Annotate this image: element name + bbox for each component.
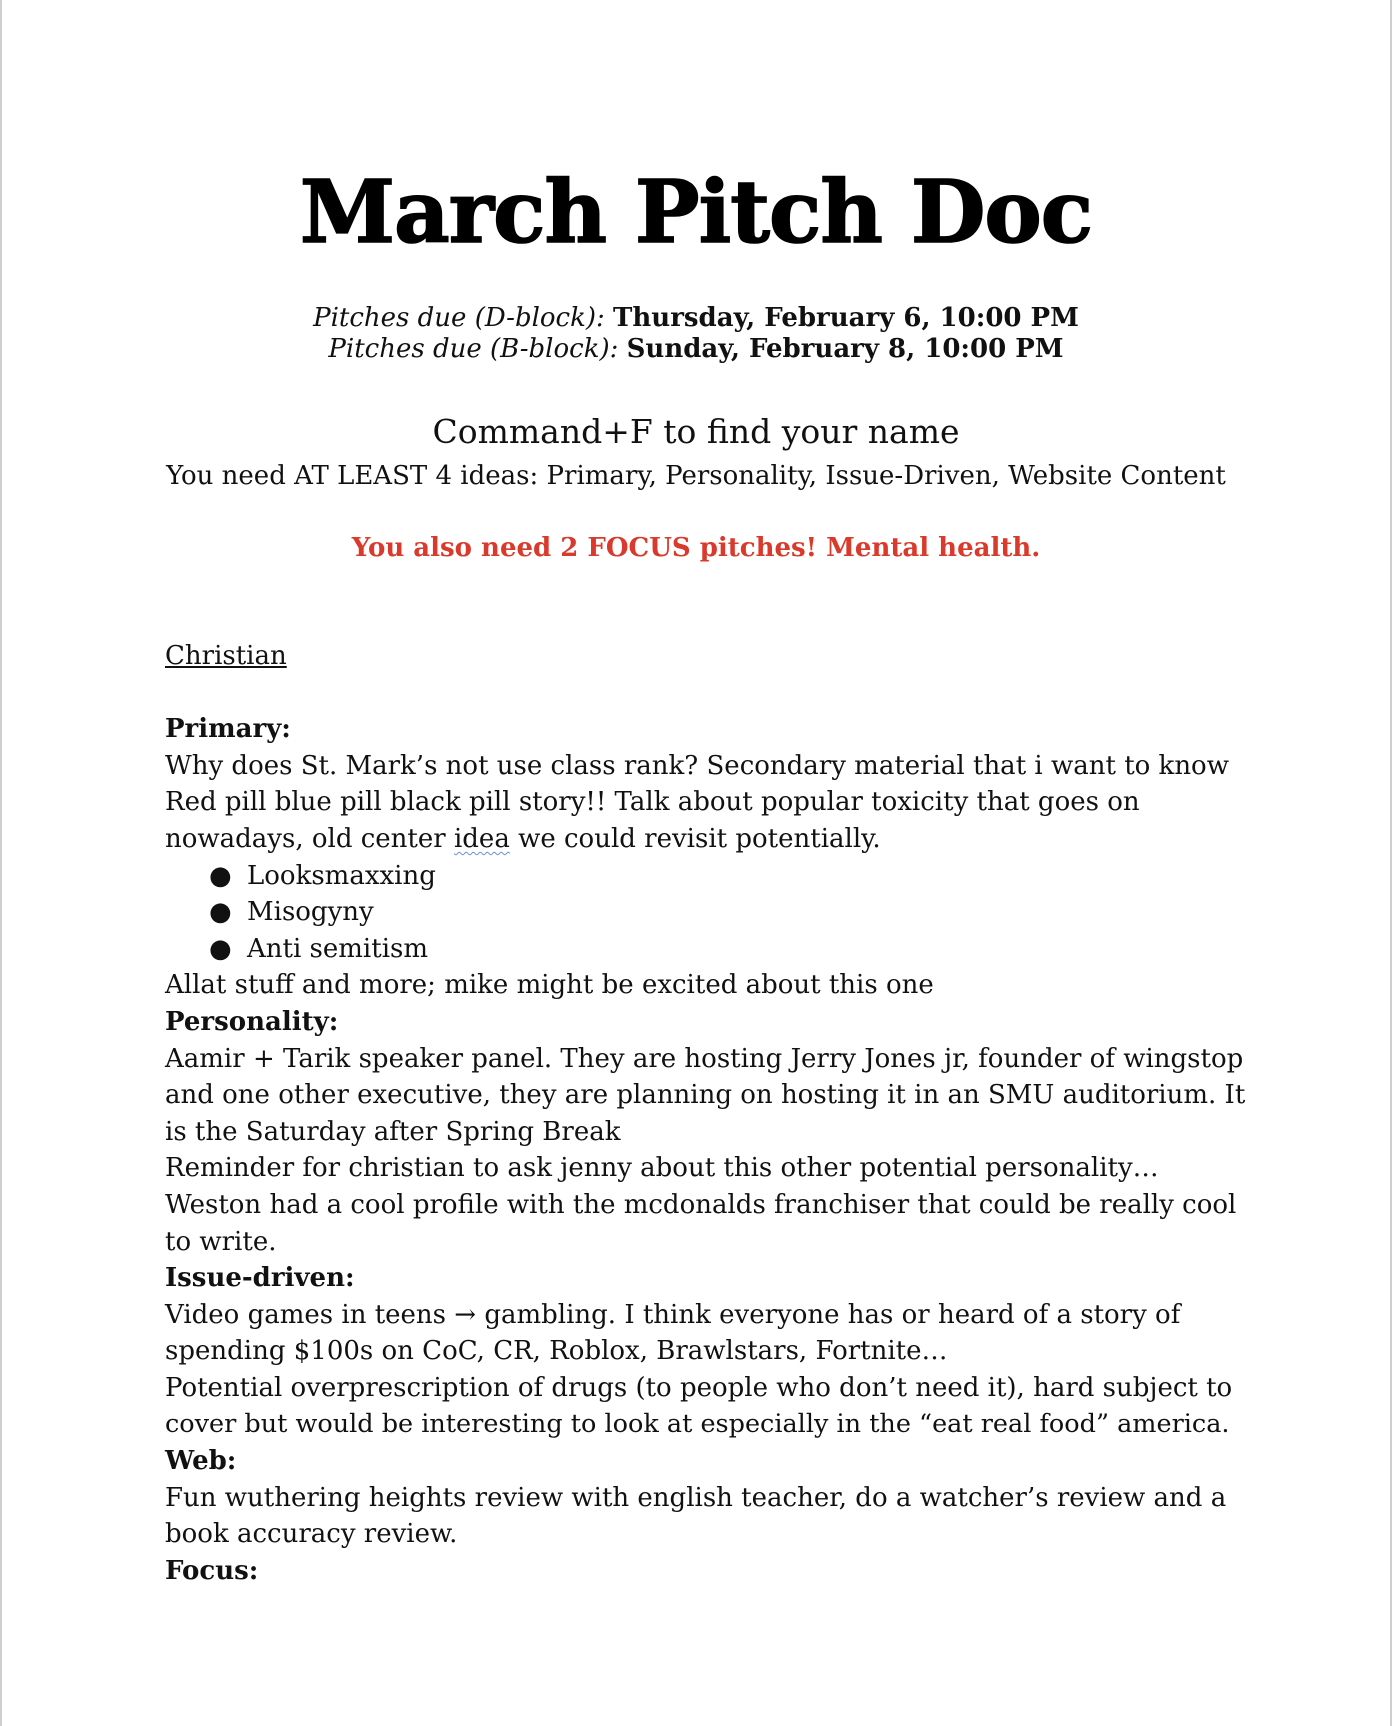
document-page[interactable]: [2, 0, 1390, 1726]
writer-section: [165, 638, 1245, 1589]
blank-line: [165, 675, 1245, 712]
ideas-requirement: You need AT LEAST 4 ideas: Primary, Personality, Issue-Driven, Website Content: [166, 461, 1226, 491]
web-text-line: book accuracy review.: [165, 1519, 458, 1550]
personality-text-line: and one other executive, they are planning on hosting it in an SMU auditorium. It: [165, 1080, 1246, 1111]
bullet-icon: ●: [209, 897, 232, 928]
due-date: Thursday, February 6, 10:00 PM: [613, 303, 1079, 333]
bullet-icon: ●: [209, 860, 232, 891]
due-label: Pitches due (D-block):: [313, 303, 605, 333]
issue-driven-text-line: spending $100s on CoC, CR, Roblox, Brawlstars, Fortnite…: [165, 1336, 948, 1367]
due-date: Sunday, February 8, 10:00 PM: [626, 334, 1064, 364]
spellcheck-flagged-word[interactable]: idea: [453, 823, 510, 854]
list-item-text: Looksmaxxing: [247, 860, 436, 891]
list-item: [165, 858, 1245, 895]
list-item-text: Misogyny: [247, 897, 374, 928]
section-heading-primary: Primary:: [165, 714, 291, 745]
writer-name: Christian: [165, 641, 287, 671]
primary-text-line: Red pill blue pill black pill story!! Talk about popular toxicity that goes on: [165, 787, 1140, 818]
personality-text-line: Aamir + Tarik speaker panel. They are hosting Jerry Jones jr, founder of wingstop: [165, 1043, 1244, 1074]
web-text-line: Fun wuthering heights review with english teacher, do a watcher’s review and a: [165, 1482, 1227, 1513]
text-run: nowadays, old center: [165, 823, 454, 854]
command-f-instruction: Command+F to find your name: [432, 412, 960, 451]
list-item: [165, 894, 1245, 931]
section-heading-issue-driven: Issue-driven:: [165, 1263, 355, 1294]
personality-text-line: Reminder for christian to ask jenny about this other potential personality…: [165, 1153, 1159, 1184]
issue-driven-text-line: cover but would be interesting to look at especially in the “eat real food” america.: [165, 1409, 1230, 1440]
primary-bullet-list: [165, 858, 1245, 968]
text-run: we could revisit potentially.: [509, 823, 881, 854]
due-line-d-block: [2, 303, 1390, 334]
personality-text-line: Weston had a cool profile with the mcdonalds franchiser that could be really cool: [165, 1189, 1237, 1220]
due-dates: [2, 303, 1390, 365]
due-line-b-block: [2, 334, 1390, 365]
section-heading-web: Web:: [165, 1446, 237, 1477]
list-item-text: Anti semitism: [247, 933, 429, 964]
primary-closing: Allat stuff and more; mike might be excited about this one: [165, 970, 934, 1001]
personality-text-line: to write.: [165, 1226, 277, 1257]
section-heading-personality: Personality:: [165, 1006, 339, 1037]
list-item: [165, 931, 1245, 968]
section-heading-focus: Focus:: [165, 1555, 259, 1586]
primary-text-line: Why does St. Mark’s not use class rank? Secondary material that i want to know: [165, 750, 1229, 781]
issue-driven-text-line: Potential overprescription of drugs (to people who don’t need it), hard subject to: [165, 1372, 1233, 1403]
focus-pitch-note: You also need 2 FOCUS pitches! Mental health.: [351, 533, 1041, 563]
personality-text-line: is the Saturday after Spring Break: [165, 1116, 621, 1147]
document-title: March Pitch Doc: [299, 162, 1093, 263]
primary-text-line: [165, 821, 1245, 858]
page-right-edge: [1390, 0, 1392, 1726]
issue-driven-text-line: Video games in teens → gambling. I think everyone has or heard of a story of: [165, 1299, 1181, 1330]
bullet-icon: ●: [209, 933, 232, 964]
due-label: Pitches due (B-block):: [328, 334, 619, 364]
